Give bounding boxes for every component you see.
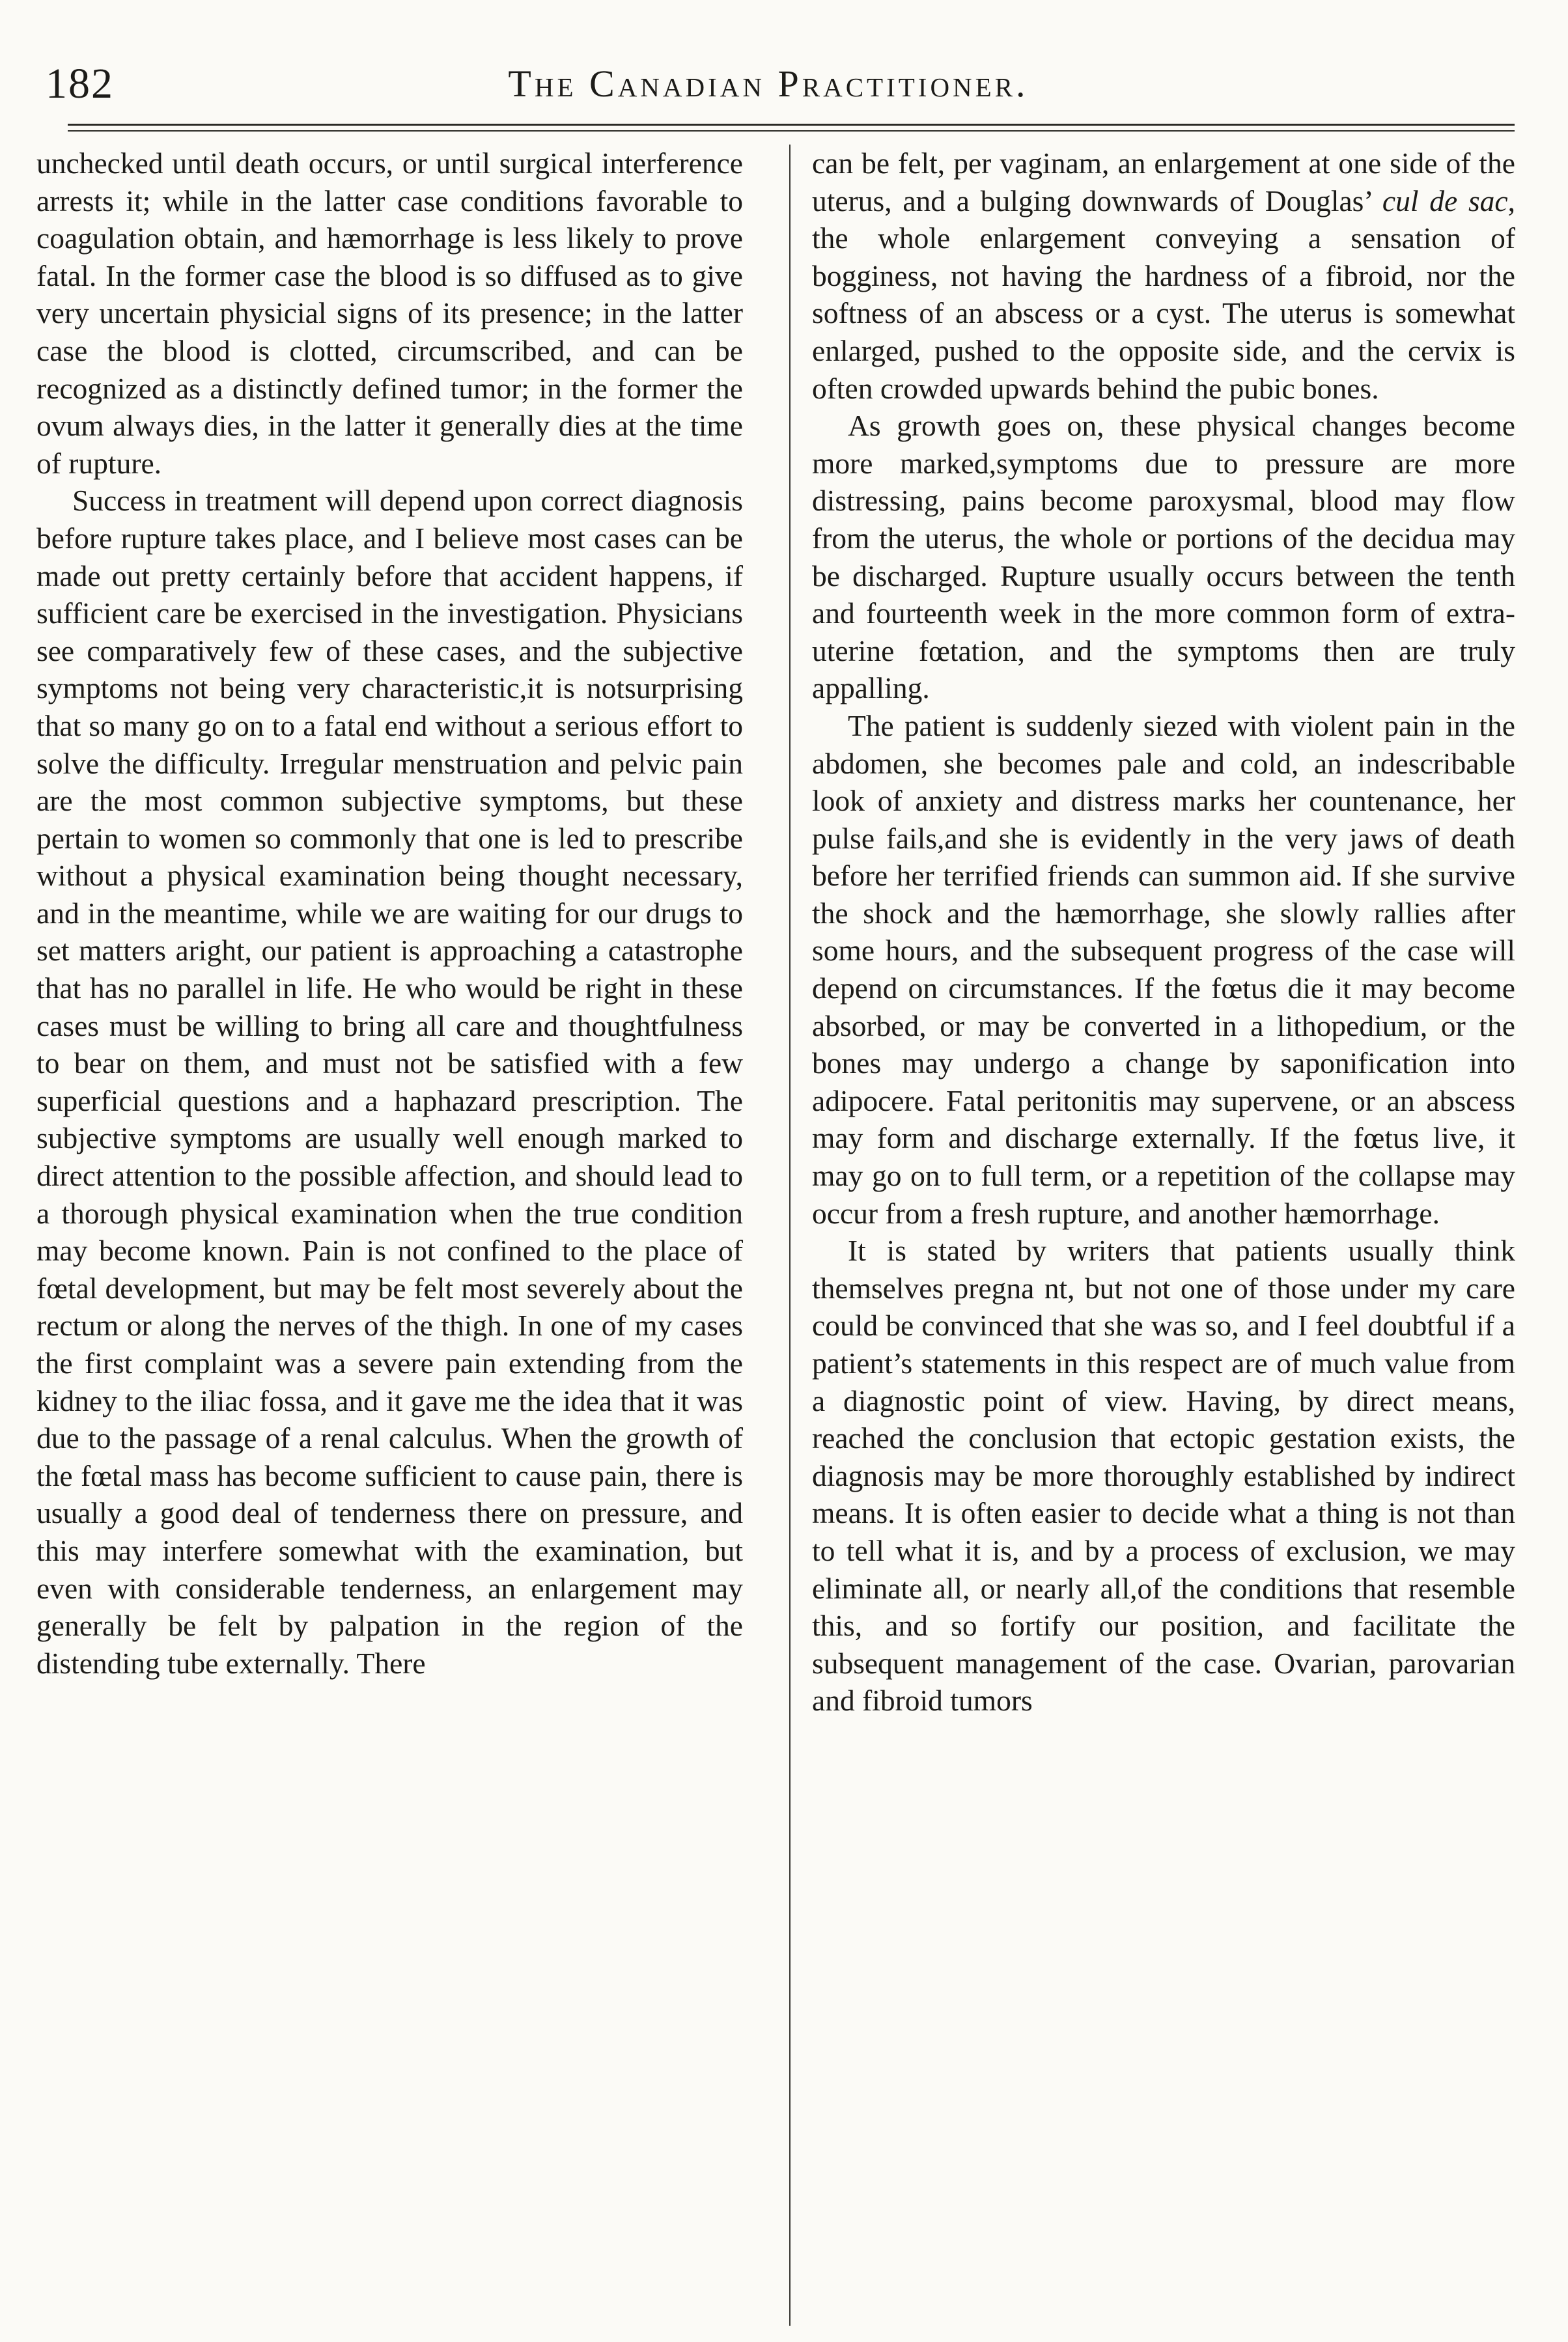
header-rule-top [68, 124, 1515, 126]
paragraph: can be felt, per vaginam, an enlargement at one side of the uterus, and a bulging downwards of Douglas’ cul de sac, the whole enlargement conveying a sensation of bogginess, not having the hardness of a fibroid, nor the softness of an abscess or a cyst. The uterus is somewhat enlarged, pushed to the opposite side, and the cervix is often crowded upwards behind the pubic bones. [812, 146, 1516, 405]
left-column [36, 145, 743, 1682]
right-column [812, 145, 1515, 1720]
paragraph: unchecked until death occurs, or until surgical interference arrests it; while in the latter case conditions favorable to coagulation obtain, and hæmorrhage is less likely to prove fatal. In the former case the blood is so diffused as to give very uncertain physicial signs of its presence; in the latter case the blood is clotted, circumscribed, and can be recognized as a distinctly defined tumor; in the former the ovum always dies, in the latter it generally dies at the time of rupture. [36, 146, 743, 480]
paragraph: It is stated by writers that patients usually think themselves pregna nt, but not one of those under my care could be convinced that she was so, and I feel doubtful if a patient’s statements in this respect are of much value from a diagnostic point of view. Having, by direct means, reached the conclusion that ectopic gestation exists, the diagnosis may be more thoroughly established by indirect means. It is often easier to decide what a thing is not than to tell what it is, and by a process of exclusion, we may eliminate all, or nearly all,of the conditions that resemble this, and so fortify our position, and facilitate the subsequent management of the case. Ovarian, parovarian and fibroid tumors [812, 1234, 1515, 1718]
paragraph: As growth goes on, these physical changes become more marked,symptoms due to pressure are more distressing, pains become paroxysmal, blood may flow from the uterus, the whole or portions of the decidua may be discharged. Rupture usually occurs between the tenth and fourteenth week in the more common form of extra-uterine fœtation, and the symptoms then are truly appalling. [812, 409, 1515, 705]
latin-phrase: cul de sac [1382, 184, 1508, 217]
header-rule-bottom [68, 130, 1515, 132]
paragraph: Success in treatment will depend upon correct diagnosis before rupture takes place, and I believe most cases can be made out pretty certainly before that accident happens, if sufficient care be exercised in the investigation. Physicians see comparatively few of these cases, and the subjective symptoms not being very characteristic,it is notsurprising that so many go on to a fatal end without a serious effort to solve the difficulty. Irregular menstruation and pelvic pain are the most common subjective symptoms, but these pertain to women so commonly that one is led to prescribe without a physical examination being thought necessary, and in the meantime, while we are waiting for our drugs to set matters aright, our patient is approaching a catastrophe that has no parallel in life. He who would be right in these cases must be willing to bring all care and thoughtfulness to bear on them, and must not be satisfied with a few superficial questions and a haphazard prescription. The subjective symptoms are usually well enough marked to direct attention to the possible affection, and should lead to a thorough physical examination when the true condition may become known. Pain is not confined to the place of fœtal development, but may be felt most severely about the rectum or along the nerves of the thigh. In one of my cases the first complaint was a severe pain extending from the kidney to the iliac fossa, and it gave me the idea that it was due to the passage of a renal calculus. When the growth of the fœtal mass has become sufficient to cause pain, there is usually a good deal of tenderness there on pressure, and this may interfere somewhat with the examination, but even with considerable tenderness, an enlargement may generally be felt by palpation in the region of the distending tube externally. There [36, 484, 743, 1680]
paragraph: The patient is suddenly siezed with violent pain in the abdomen, she becomes pale and cold, an indescribable look of anxiety and distress marks her countenance, her pulse fails,and she is evidently in the very jaws of death before her terrified friends can summon aid. If she survive the shock and the hæmorrhage, she slowly rallies after some hours, and the subsequent progress of the case will depend on circumstances. If the fœtus die it may become absorbed, or may be converted in a lithopedium, or the bones may undergo a change by saponification into adipocere. Fatal peritonitis may supervene, or an abscess may form and discharge externally. If the fœtus live, it may go on to full term, or a repetition of the collapse may occur from a fresh rupture, and another hæmorrhage. [812, 708, 1515, 1230]
page-number: 182 [46, 60, 114, 107]
running-header [46, 55, 1491, 113]
column-divider [789, 145, 791, 2326]
journal-title: The Canadian Practitioner. [508, 63, 1029, 105]
